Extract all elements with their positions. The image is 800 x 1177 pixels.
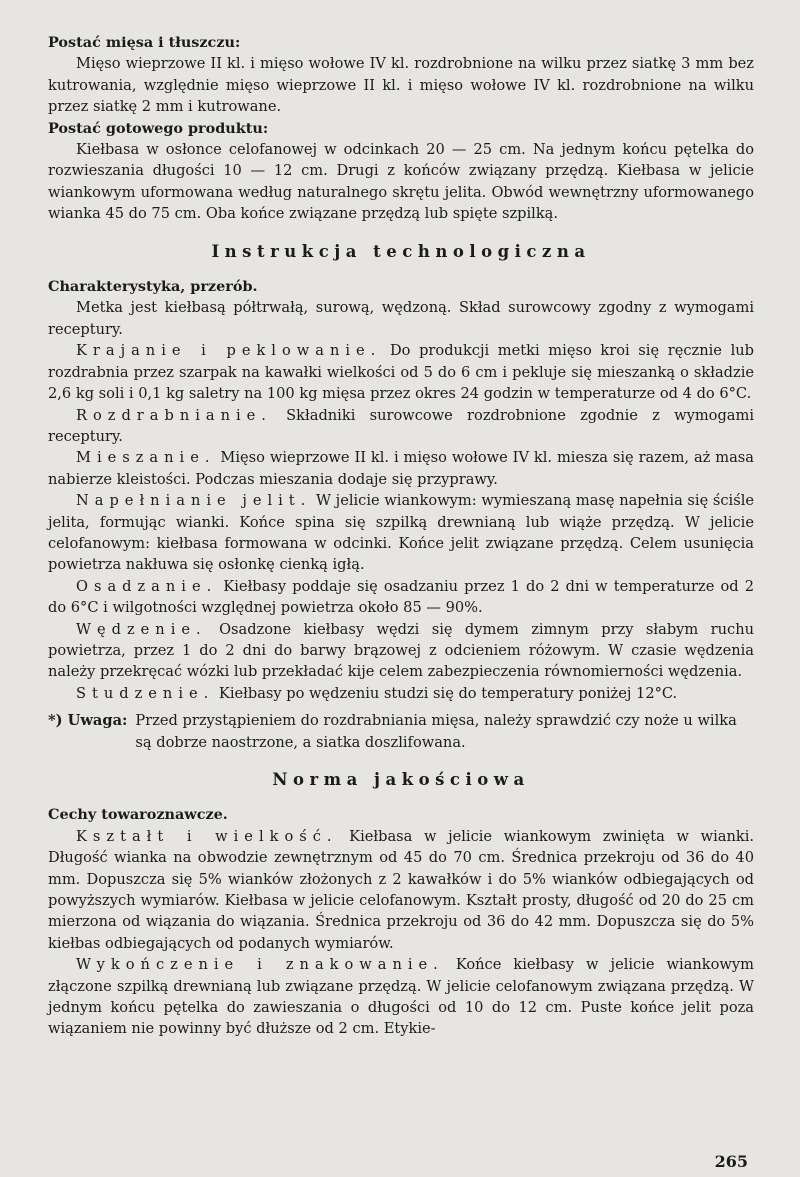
paragraph-cutting-curing [48,340,754,404]
note-text: Przed przystąpieniem do rozdrabniania mięsa, należy sprawdzić czy noże u wilka są dobrze naostrzone, a siatka doszlifowana. [135,712,737,751]
page-content [48,32,754,1040]
paragraph-shape-size [48,826,754,954]
label-smoking: Wędzenie. [76,620,207,638]
label-grinding: Rozdrabnianie. [76,406,272,424]
label-stuffing: Napełnianie jelit. [76,492,312,510]
paragraph-smoking [48,619,754,683]
paragraph-meat-form: Mięso wieprzowe II kl. i mięso wołowe IV kl. rozdrobnione na wilku przez siatkę 3 mm bez kutrowania, względnie mięso wieprzowe II kl. i mięso wołowe IV kl. rozdrobnione na wilku przez siatkę 2 mm i kutrowane. [48,55,754,116]
text-finishing-marking: Końce kiełbasy w jelicie wiankowym złączone szpilką drewnianą lub związane przędzą. W jelicie celofanowym związana przędzą. W jednym końcu pętelka do zawieszania o długości od 10 do 12 cm. Puste końce jelit poza wiązaniem nie powinny być dłuższe od 2 cm. Etykie- [48,956,754,1038]
label-mixing: Mieszanie. [76,449,216,467]
paragraph-stuffing [48,490,754,576]
page-number: 265 [714,1152,748,1171]
section-title-technology: Instrukcja technologiczna [211,241,591,261]
text-smoking: Osadzone kiełbasy wędzi się dymem zimnym przy słabym ruchu powietrza, przez 1 do 2 dni do barwy brązowej z odcieniem różowym. W czasie wędzenia należy przekręcać wózki lub przekładać kije celem zabezpieczenia równomierności wędzenia. [48,620,755,681]
label-cutting-curing: Krajanie i peklowanie. [76,342,382,360]
label-shape-size: Kształt i wielkość. [76,827,338,845]
text-settling: Kiełbasy poddaje się osadzaniu przez 1 do 2 dni w temperaturze od 2 do 6°C i wilgotności względnej powietrza około 85 — 90%. [48,577,754,617]
paragraph-cooling [48,683,754,704]
text-grinding: Składniki surowcowe rozdrobnione zgodnie z wymogami receptury. [48,406,754,445]
paragraph-settling [48,576,754,619]
heading-characteristics: Charakterystyka, przerób. [48,278,258,296]
paragraph-characteristics: Metka jest kiełbasą półtrwałą, surową, wędzoną. Skład surowcowy zgodny z wymogami receptury. [48,299,754,338]
heading-product-form: Postać gotowego produktu: [48,119,269,137]
text-cutting-curing: Do produkcji metki mięso kroi się ręcznie lub rozdrabnia przez szarpak na kawałki wielkości od 5 do 6 cm i pekluje się mieszanką o składzie 2,6 kg soli i 0,1 kg saletry na 100 kg mięsa przez okres 24 godzin w temperaturze od 4 do 6°C. [48,342,754,403]
text-stuffing: W jelicie wiankowym: wymieszaną masę napełnia się ściśle jelita, formując wianki. Końce spina się szpilką drewnianą lub wiąże przędzą. W jelicie celofanowym: kiełbasa formowana w odcinki. Końce jelit związane przędzą. Celem usunięcia powietrza nakłuwa się osłonkę cienką igłą. [48,492,755,574]
label-settling: Osadzanie. [76,577,218,595]
text-shape-size: Kiełbasa w jelicie wiankowym zwinięta w wianki. Długość wianka na obwodzie zewnętrznym od 45 do 70 cm. Średnica przekroju od 36 do 40 mm. Dopuszcza się 5% wianków złożonych z 2 kawałków i do 5% wianków odbiegających od powyższych wymiarów. Kiełbasa w jelicie celofanowym. Kształt prosty, długość od 20 do 25 cm mierzona od wiązania do wiązania. Średnica przekroju od 36 do 42 mm. Dopuszcza się do 5% kiełbas odbiegających od podanych wymiarów. [48,827,754,952]
paragraph-finishing-marking [48,954,754,1040]
label-cooling: Studzenie. [76,684,215,702]
label-finishing-marking: Wykończenie i znakowanie. [76,956,444,974]
paragraph-product-form: Kiełbasa w osłonce celofanowej w odcinkach 20 — 25 cm. Na jednym końcu pętelka do rozwieszania długości 10 — 12 cm. Drugi z końców związany przędzą. Kiełbasa w jelicie wiankowym uformowana według naturalnego skrętu jelita. Obwód wewnętrzny uformowanego wianka 45 do 75 cm. Oba końce związane przędzą lub spięte szpilką. [48,141,754,223]
section-title-quality: Norma jakościowa [272,770,530,789]
note-label: *) Uwaga: [48,712,128,730]
note-block [48,710,754,753]
text-cooling: Kiełbasy po wędzeniu studzi się do temperatury poniżej 12°C. [218,684,678,702]
heading-commodity-features: Cechy towaroznawcze. [48,806,228,824]
paragraph-grinding [48,405,754,448]
paragraph-mixing [48,447,754,490]
text-mixing: Mięso wieprzowe II kl. i mięso wołowe IV kl. miesza się razem, aż masa nabierze kleistości. Podczas mieszania dodaje się przyprawy. [48,449,755,488]
heading-meat-form: Postać mięsa i tłuszczu: [48,34,241,51]
